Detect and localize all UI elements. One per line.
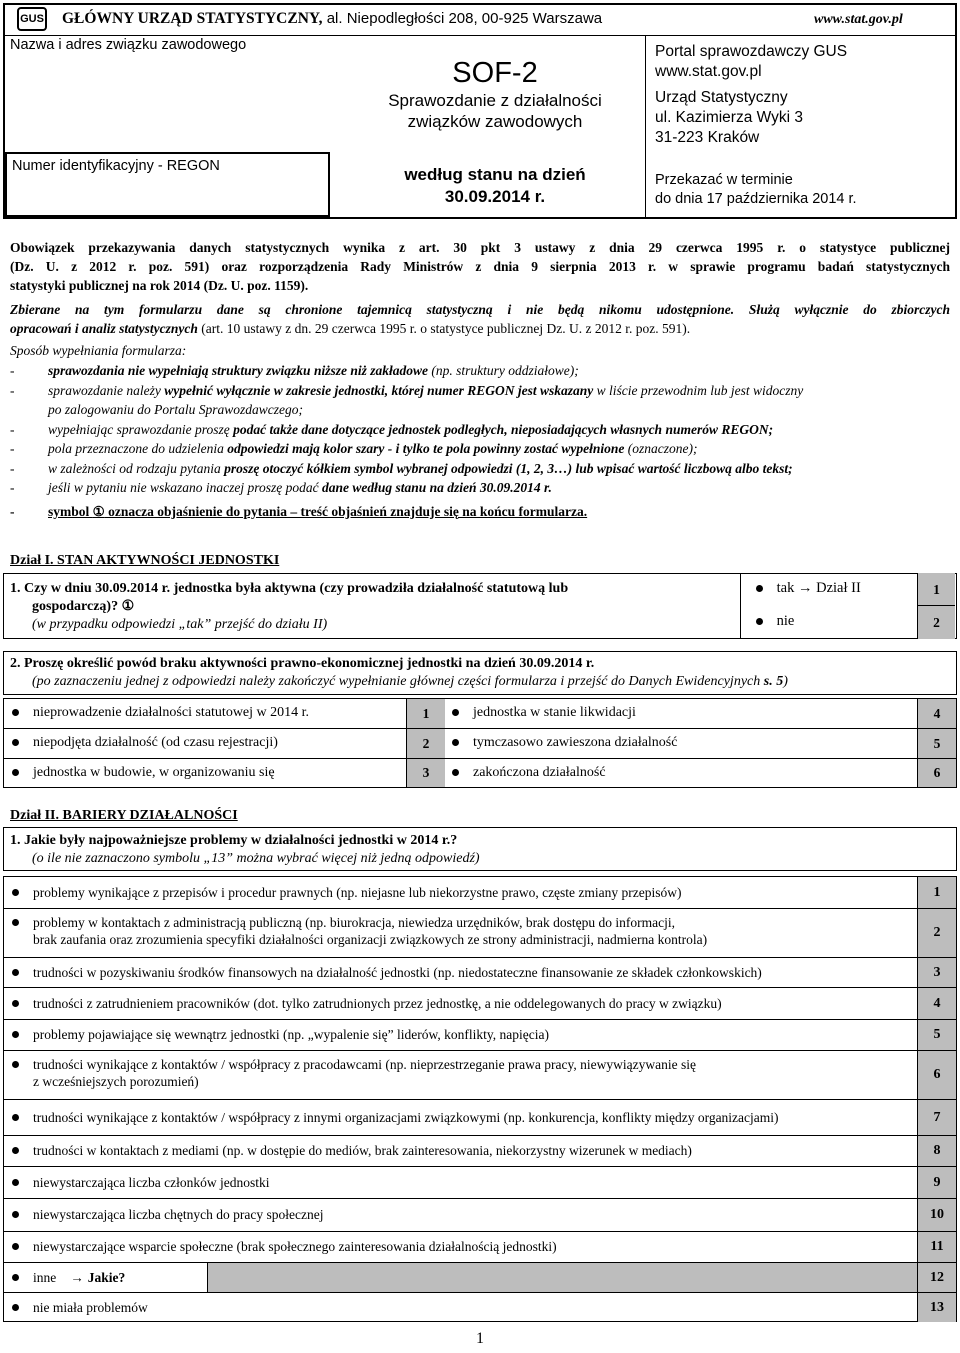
barrier-option-4[interactable] bbox=[12, 995, 907, 1012]
state-date: 30.09.2014 r. bbox=[444, 187, 546, 206]
section1-q1-text-line1: 1. Czy w dniu 30.09.2014 r. jednostka była aktywna (czy prowadziła działalność statutową lub bbox=[10, 581, 569, 596]
grid-line bbox=[3, 1099, 957, 1100]
bullet-icon bbox=[12, 1147, 19, 1154]
barrier-option-label: problemy w kontaktach z administracją publiczną (np. biurokracja, niewiedza urzędników, brak dostępu do informacji, bbox=[33, 915, 676, 930]
q2-code-5[interactable]: 5 bbox=[918, 729, 956, 758]
rule-symbol: - symbol ① oznacza objaśnienie do pytania – treść objaśnień znajduje się na końcu formularza. bbox=[10, 503, 588, 519]
barrier-option-label: niewystarczające wsparcie społeczne (brak społecznego zainteresowania działalnością jednostki) bbox=[33, 1239, 557, 1254]
barrier-option-label: trudności w pozyskiwaniu środków finansowych na działalność jednostki (np. niedostateczne finansowanie ze składek członkowskich) bbox=[33, 964, 762, 980]
form-title-line2: związków zawodowych bbox=[407, 112, 583, 131]
grid-line bbox=[3, 1292, 957, 1293]
page-number: 1 bbox=[476, 1330, 484, 1347]
section1-q1-hint: (w przypadku odpowiedzi „tak” przejść do działu II) bbox=[32, 617, 328, 632]
rule-4: - pola przeznaczone do udzielenia odpowiedzi mają kolor szary - i tylko te pola powinny zostać wypełnione (oznaczone); bbox=[10, 441, 698, 456]
form-code: SOF-2 bbox=[452, 57, 538, 89]
bullet-icon bbox=[12, 709, 19, 716]
confidential-line1: Zbierane na tym formularzu dane są chronione tajemnicą statystyczną i nie będą nikomu udostępnione. Służą wyłącznie do zbiorczych bbox=[10, 302, 950, 317]
rule-6: - jeśli w pytaniu nie wskazano inaczej proszę podać dane według stanu na dzień 30.09.2014 r. bbox=[10, 480, 552, 495]
q2-code-2[interactable]: 2 bbox=[407, 729, 445, 758]
barrier-code-7[interactable]: 7 bbox=[918, 1100, 956, 1135]
bullet-icon bbox=[12, 769, 19, 776]
section1-q2-text: 2. Proszę określić powód braku aktywności prawno-ekonomicznej jednostki na dzień 30.09.2014 r. bbox=[10, 656, 595, 671]
grid-line bbox=[3, 1231, 957, 1232]
barrier-option-label-cont: z wcześniejszych porozumień) bbox=[33, 1074, 199, 1089]
barrier-code-8[interactable]: 8 bbox=[918, 1136, 956, 1166]
bullet-icon bbox=[756, 585, 763, 592]
q2-option-2[interactable]: niepodjęta działalność (od czasu rejestracji) bbox=[12, 735, 278, 751]
barrier-code-3[interactable]: 3 bbox=[918, 958, 956, 987]
barrier-code-6[interactable]: 6 bbox=[918, 1051, 956, 1099]
portal-url[interactable]: www.stat.gov.pl bbox=[655, 63, 762, 80]
grid-line bbox=[3, 957, 957, 958]
q2-option-5[interactable]: tymczasowo zawieszona działalność bbox=[452, 735, 677, 751]
explanation-symbol-icon[interactable]: ① bbox=[121, 599, 135, 614]
office-street: ul. Kazimierza Wyki 3 bbox=[655, 109, 804, 126]
union-name-field[interactable] bbox=[5, 56, 325, 152]
barrier-option-label: nie miała problemów bbox=[33, 1299, 148, 1315]
confidential-line2-rest: (art. 10 ustawy z dn. 29 czerwca 1995 r. o statystyce publicznej Dz. U. z 2012 r. poz. 591). bbox=[197, 321, 691, 336]
q2-code-4[interactable]: 4 bbox=[918, 699, 956, 728]
bullet-icon bbox=[12, 1243, 19, 1250]
regon-field[interactable] bbox=[10, 180, 325, 212]
barrier-code-13[interactable]: 13 bbox=[918, 1293, 956, 1322]
rule-3: - wypełniając sprawozdanie proszę podać także dane dotyczące jednostek podległych, nieposiadających własnych numerów REGON; bbox=[10, 421, 774, 437]
q2-option-6[interactable]: zakończona działalność bbox=[452, 765, 606, 781]
q1-code-yes[interactable]: 1 bbox=[917, 573, 955, 606]
barrier-option-7[interactable] bbox=[12, 1109, 907, 1126]
barrier-option-8[interactable] bbox=[12, 1142, 907, 1159]
method-label: Sposób wypełniania formularza: bbox=[10, 343, 187, 358]
org-address: al. Niepodległości 208, 00-925 Warszawa bbox=[322, 10, 603, 27]
q2-code-3[interactable]: 3 bbox=[407, 759, 445, 787]
bullet-icon bbox=[12, 1274, 19, 1281]
section2-q1-hint: (o ile nie zaznaczono symbolu „13” można wybrać więcej niż jedną odpowiedź) bbox=[32, 851, 480, 866]
bullet-icon bbox=[12, 889, 19, 896]
barrier-option-10[interactable] bbox=[12, 1206, 907, 1223]
section1-q1-text-line2: gospodarczą)? ① bbox=[32, 599, 135, 614]
barrier-option-label: niewystarczająca liczba członków jednostki bbox=[33, 1174, 270, 1190]
bullet-icon bbox=[12, 1000, 19, 1007]
bullet-icon bbox=[12, 1114, 19, 1121]
q1-option-no[interactable]: nie bbox=[756, 613, 794, 630]
barrier-option-9[interactable] bbox=[12, 1174, 907, 1191]
barrier-option-12[interactable] bbox=[12, 1269, 907, 1286]
barrier-option-label: niewystarczająca liczba chętnych do pracy społecznej bbox=[33, 1207, 324, 1222]
arrow-right-icon: → bbox=[797, 580, 813, 596]
rule-1: - sprawozdania nie wypełniają struktury związku niższe niż zakładowe (np. struktury oddziałowe); bbox=[10, 363, 579, 378]
grid-line bbox=[3, 1166, 957, 1167]
portal-name: Portal sprawozdawczy GUS bbox=[655, 43, 848, 60]
q1-option-yes[interactable]: tak → Dział II bbox=[756, 580, 861, 597]
obligation-line3: statystyki publicznej na rok 2014 (Dz. U. poz. 1159). bbox=[10, 278, 309, 293]
other-specify-label: Jakie? bbox=[87, 1269, 126, 1285]
form-title-line1: Sprawozdanie z działalności bbox=[388, 91, 602, 110]
q2-code-1[interactable]: 1 bbox=[407, 699, 445, 728]
q2-option-4[interactable]: jednostka w stanie likwidacji bbox=[452, 705, 636, 721]
logo-text: GUS bbox=[20, 13, 44, 25]
q1-divider bbox=[740, 573, 741, 639]
grid-line bbox=[3, 1135, 957, 1136]
barrier-option-5[interactable] bbox=[12, 1026, 907, 1043]
rule-5: - w zależności od rodzaju pytania proszę otoczyć kółkiem symbol wybranej odpowiedzi (1, 2, 3…) lub wpisać wartość liczbową albo tekst; bbox=[10, 460, 793, 476]
bullet-icon bbox=[12, 1031, 19, 1038]
grid-line bbox=[3, 1050, 957, 1051]
grid-line bbox=[3, 1198, 957, 1199]
union-name-label: Nazwa i adres związku zawodowego bbox=[10, 37, 247, 53]
barrier-option-1[interactable] bbox=[12, 884, 907, 901]
barrier-option-13[interactable] bbox=[12, 1299, 907, 1316]
rules-list bbox=[10, 361, 950, 521]
header-top-divider bbox=[3, 35, 957, 36]
barrier-option-2[interactable] bbox=[12, 914, 907, 948]
deadline-label: Przekazać w terminie bbox=[655, 172, 793, 188]
grid-line bbox=[3, 908, 957, 909]
barrier-option-label: problemy wynikające z przepisów i procedur prawnych (np. niejasne lub niekorzystne prawo, częste zmiany przepisów) bbox=[33, 884, 682, 900]
deadline-date: do dnia 17 października 2014 r. bbox=[655, 191, 857, 207]
office-city: 31-223 Kraków bbox=[655, 129, 760, 146]
bullet-icon bbox=[12, 1061, 19, 1068]
grid-line bbox=[3, 987, 957, 988]
barrier-code-2[interactable]: 2 bbox=[918, 909, 956, 957]
org-header bbox=[62, 10, 602, 28]
barrier-option-11[interactable] bbox=[12, 1238, 907, 1255]
explanation-symbol-icon: ① bbox=[92, 503, 105, 519]
barrier-code-4[interactable]: 4 bbox=[918, 988, 956, 1019]
grid-line bbox=[3, 758, 957, 759]
arrow-right-icon: → bbox=[70, 1269, 84, 1285]
section1-title: Dział I. STAN AKTYWNOŚCI JEDNOSTKI bbox=[10, 553, 280, 568]
barrier-option-6[interactable] bbox=[12, 1056, 907, 1090]
confidential-line2-emphasis: opracowań i analiz statystycznych bbox=[10, 321, 198, 336]
barrier-code-9[interactable]: 9 bbox=[918, 1167, 956, 1198]
q2-option-3[interactable]: jednostka w budowie, w organizowaniu się bbox=[12, 765, 275, 781]
barrier-code-1[interactable]: 1 bbox=[918, 877, 956, 908]
barrier-option-label-cont: brak zaufania oraz zrozumienia specyfiki działalności organizacji związkowych ze strony administracji, nadmierna kontrola) bbox=[33, 932, 708, 947]
grid-line bbox=[3, 1019, 957, 1020]
bullet-icon bbox=[12, 969, 19, 976]
q1-code-no[interactable]: 2 bbox=[917, 606, 955, 639]
website-link[interactable]: www.stat.gov.pl bbox=[814, 12, 903, 27]
grid-line bbox=[3, 728, 957, 729]
gus-logo bbox=[17, 7, 47, 31]
q2-code-6[interactable]: 6 bbox=[918, 759, 956, 787]
section1-q2-hint: (po zaznaczeniu jednej z odpowiedzi należy zakończyć wypełnianie głównej części formularza i przejść do Danych Ewidencyjnych s. 5) bbox=[32, 674, 788, 689]
bullet-icon bbox=[12, 1304, 19, 1311]
org-name: GŁÓWNY URZĄD STATYSTYCZNY, bbox=[62, 10, 323, 27]
barrier-option-label: trudności wynikające z kontaktów / współpracy z innymi organizacjami związkowymi (np. konkurencja, konflikty między organizacjami) bbox=[33, 1109, 779, 1125]
bullet-icon bbox=[452, 709, 459, 716]
bullet-icon bbox=[12, 1179, 19, 1186]
bullet-icon bbox=[756, 618, 763, 625]
obligation-line1: Obowiązek przekazywania danych statystycznych wynika z art. 30 pkt 3 ustawy z dnia 29 czerwca 1995 r. o statystyce publicznej bbox=[10, 240, 950, 255]
barrier-option-label: trudności wynikające z kontaktów / współpracy z pracodawcami (np. nieprzestrzeganie prawa pracy, niewywiązywanie się bbox=[33, 1057, 696, 1072]
office-name: Urząd Statystyczny bbox=[655, 89, 788, 106]
barrier-option-label: trudności w kontaktach z mediami (np. w dostępie do mediów, brak zainteresowania, niekorzystny wizerunek w mediach) bbox=[33, 1143, 692, 1158]
regon-label: Numer identyfikacyjny - REGON bbox=[12, 158, 220, 174]
barrier-code-5[interactable]: 5 bbox=[918, 1020, 956, 1050]
obligation-line2: (Dz. U. z 2012 r. poz. 591) oraz rozporządzenia Rady Ministrów z dnia 9 sierpnia 2013 r. w sprawie programu badań statystycznych bbox=[10, 259, 950, 274]
bullet-icon bbox=[12, 739, 19, 746]
barrier-option-label: inne bbox=[33, 1269, 57, 1285]
header-vertical-divider bbox=[645, 35, 646, 219]
barrier-option-label: problemy pojawiające się wewnątrz jednostki (np. „wypalenie się” liderów, konflikty, napięcia) bbox=[33, 1027, 549, 1042]
barrier-option-3[interactable] bbox=[12, 964, 907, 981]
section2-q1-text: 1. Jakie były najpoważniejsze problemy w działalności jednostki w 2014 r.? bbox=[10, 833, 458, 848]
barrier-code-10[interactable]: 10 bbox=[918, 1199, 956, 1231]
q2-option-1[interactable]: nieprowadzenie działalności statutowej w 2014 r. bbox=[12, 705, 309, 721]
barrier-option-label: trudności z zatrudnieniem pracowników (dot. tylko zatrudnionych przez jednostkę, a nie oddelegowanych do pracy w związku) bbox=[33, 995, 722, 1011]
bullet-icon bbox=[12, 919, 19, 926]
section2-title: Dział II. BARIERY DZIAŁALNOŚCI bbox=[10, 808, 238, 823]
bullet-icon bbox=[452, 769, 459, 776]
rule-2-continued: po zalogowaniu do Portalu Sprawozdawczego; bbox=[48, 402, 304, 417]
barrier-code-12[interactable]: 12 bbox=[918, 1263, 956, 1292]
barrier-code-11[interactable]: 11 bbox=[918, 1232, 956, 1262]
bullet-icon bbox=[12, 1211, 19, 1218]
state-label: według stanu na dzień bbox=[404, 165, 586, 184]
rule-2: - sprawozdanie należy wypełnić wyłącznie w zakresie jednostki, której numer REGON jest wskazany w liście przewodnim lub jest widoczny bbox=[10, 382, 804, 398]
bullet-icon bbox=[452, 739, 459, 746]
